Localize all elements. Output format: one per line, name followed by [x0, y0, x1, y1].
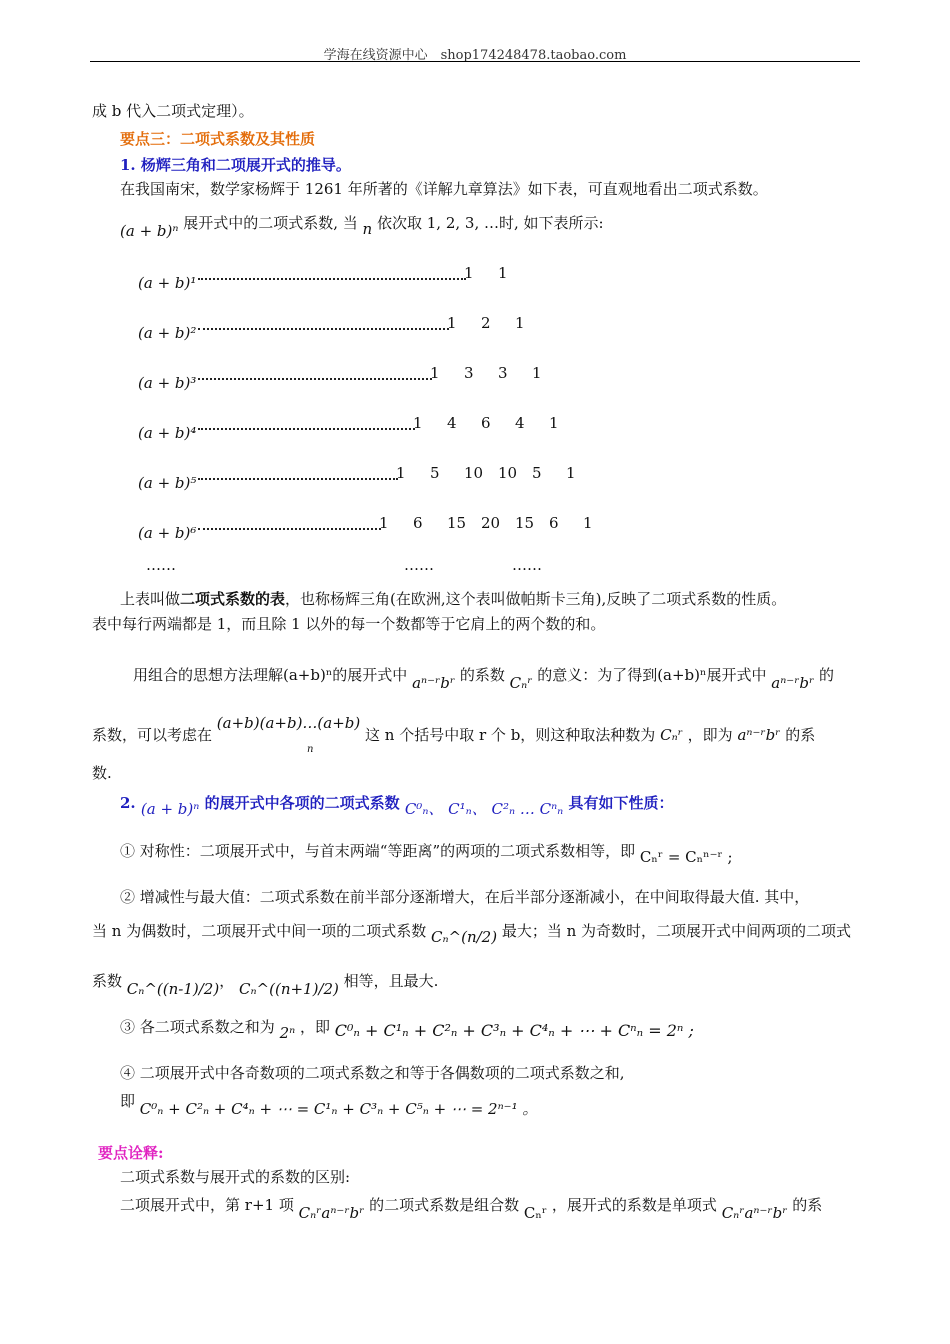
triangle-value: 3 [498, 364, 508, 382]
triangle-value: 2 [481, 314, 491, 332]
triangle-row-expr: (a + b)⁵ [138, 474, 197, 492]
note-line2-c: ，展开式的系数是单项式 [551, 1196, 717, 1214]
prop2-line2-a: 当 n 为偶数时，二项展开式中间一项的二项式系数 [92, 922, 427, 940]
triangle-value: 1 [583, 514, 593, 532]
triangle-value: 10 [498, 464, 518, 482]
triangle-row-expr: (a + b)³ [138, 374, 197, 392]
sub2-num: 2. [120, 794, 136, 812]
triangle-value: 10 [464, 464, 484, 482]
term-an-r-br-2: aⁿ⁻ʳbʳ [771, 674, 815, 692]
sub2-title [120, 792, 674, 818]
triangle-dot-leader [198, 328, 449, 330]
sub2-coefs: C⁰ₙ、 C¹ₙ、 C²ₙ … Cⁿₙ [404, 800, 564, 818]
section3-title: 要点三：二项式系数及其性质 [120, 130, 316, 148]
var-n: n [362, 220, 373, 238]
table-intro-text-b: 依次取 1, 2, 3, …时, 如下表所示: [377, 214, 604, 232]
combo-b: 的系数 [459, 666, 505, 684]
prop4-lead: 即 [120, 1092, 136, 1110]
prop3-formula: C⁰ₙ + C¹ₙ + C²ₙ + C³ₙ + C⁴ₙ + ⋯ + Cⁿₙ = 2ⁿ ; [334, 1021, 694, 1040]
triangle-row-expr: (a + b)² [138, 324, 197, 342]
coef-cnr: Cₙʳ [509, 674, 533, 692]
triangle-dot-leader [198, 378, 432, 380]
combo-line2-c: ，即为 [687, 726, 733, 744]
combo-line2-a: 系数，可以考虑在 [92, 726, 213, 744]
triangle-ellipsis-mid: …… [404, 556, 434, 574]
desc-a: 上表叫做 [120, 590, 181, 608]
two-pow-n: 2ⁿ [279, 1024, 296, 1042]
note-title: 要点诠释: [98, 1144, 164, 1162]
prop2-line3-a: 系数 [92, 972, 123, 990]
combo-line2-b: 这 n 个括号中取 r 个 b，则这种取法种数为 [365, 726, 656, 744]
triangle-value: 6 [481, 414, 491, 432]
term-an-r-br: aⁿ⁻ʳbʳ [412, 674, 456, 692]
note-line2-b: 的二项式系数是组合数 [369, 1196, 520, 1214]
triangle-ellipsis-right: …… [512, 556, 542, 574]
term-an-r-br-3: aⁿ⁻ʳbʳ [737, 726, 781, 744]
prop2-line3-b: 相等，且最大. [343, 972, 439, 990]
term-cnr-an-r-br-2: Cₙʳaⁿ⁻ʳbʳ [721, 1204, 788, 1222]
intro-tail: 成 b 代入二项式定理）。 [92, 102, 254, 120]
para-table-desc-line1 [120, 588, 786, 609]
triangle-value: 1 [498, 264, 508, 282]
triangle-value: 5 [532, 464, 542, 482]
expr-a-plus-b-n: (a + b)ⁿ [120, 222, 179, 240]
combo-a: 用组合的思想方法理解(a+b)ⁿ的展开式中 [133, 666, 408, 684]
triangle-value: 4 [515, 414, 525, 432]
prop2-line1: ② 增减性与最大值：二项式系数在前半部分逐渐增大，在后半部分逐渐减小，在中间取得最大值. 其中， [120, 888, 810, 906]
triangle-value: 15 [515, 514, 535, 532]
triangle-value: 3 [464, 364, 474, 382]
coef-cnr-3: Cₙʳ [523, 1204, 548, 1222]
triangle-value: 6 [413, 514, 423, 532]
triangle-value: 1 [566, 464, 576, 482]
page-header: 学海在线资源中心 shop174248478.taobao.com [323, 48, 627, 63]
triangle-dot-leader [198, 528, 381, 530]
prop1 [120, 840, 733, 866]
coef-cnr-2: Cₙʳ [660, 726, 683, 744]
desc-bold-term: 二项式系数的表 [180, 590, 286, 608]
coef-cn-n-minus-1-half: Cₙ^((n-1)/2) [126, 980, 220, 998]
triangle-dot-leader [198, 478, 398, 480]
triangle-value: 1 [413, 414, 423, 432]
desc-b: ，也称杨辉三角(在欧洲,这个表叫做帕斯卡三角),反映了二项式系数的性质。 [285, 590, 787, 608]
combo-d: 的 [819, 666, 835, 684]
sub2-tail: 具有如下性质： [568, 794, 674, 812]
header-rule [90, 61, 860, 62]
triangle-value: 1 [464, 264, 474, 282]
triangle-value: 1 [396, 464, 406, 482]
triangle-value: 1 [379, 514, 389, 532]
sub2-text: 的展开式中各项的二项式系数 [204, 794, 400, 812]
sub1-title: 1. 杨辉三角和二项展开式的推导。 [120, 156, 351, 174]
para-combo-line1 [133, 664, 835, 692]
triangle-ellipsis-left: …… [146, 556, 176, 574]
triangle-row-expr: (a + b)¹ [138, 274, 197, 292]
note-line2-a: 二项展开式中，第 r+1 项 [120, 1196, 294, 1214]
triangle-value: 1 [447, 314, 457, 332]
para-history: 在我国南宋，数学家杨辉于 1261 年所著的《详解九章算法》如下表，可直观地看出二项式系数。 [120, 180, 768, 198]
prop4-formula: C⁰ₙ + C²ₙ + C⁴ₙ + ⋯ = C¹ₙ + C³ₙ + C⁵ₙ + ⋯ = 2ⁿ⁻¹ 。 [139, 1100, 538, 1118]
triangle-value: 4 [447, 414, 457, 432]
prop1-text: ① 对称性：二项展开式中，与首末两端“等距离”的两项的二项式系数相等，即 [120, 842, 636, 860]
triangle-value: 5 [430, 464, 440, 482]
prop4-formula-line [120, 1090, 538, 1118]
coef-cn-half: Cₙ^(n/2) [430, 928, 498, 946]
triangle-value: 1 [532, 364, 542, 382]
combo-line2-d: 的系 [785, 726, 816, 744]
coef-cn-n-plus-1-half: Cₙ^((n+1)/2) [238, 980, 339, 998]
triangle-value: 20 [481, 514, 501, 532]
triangle-row-expr: (a + b)⁶ [138, 524, 197, 542]
prop1-formula: Cₙʳ = Cₙⁿ⁻ʳ ; [639, 848, 733, 866]
triangle-dot-leader [198, 428, 415, 430]
triangle-value: 1 [549, 414, 559, 432]
combo-c: 的意义：为了得到(a+b)ⁿ展开式中 [537, 666, 767, 684]
note-line2 [120, 1194, 823, 1222]
note-line2-d: 的系 [792, 1196, 823, 1214]
prop2-line2-b: 最大；当 n 为奇数时，二项展开式中间两项的二项式 [501, 922, 852, 940]
prop3-a: ③ 各二项式系数之和为 [120, 1018, 275, 1036]
prop2-line3: 系数 Cₙ^((n-1)/2)， Cₙ^((n+1)/2) 相等，且最大. [92, 972, 439, 998]
product-n-label: n [307, 744, 314, 755]
table-intro-text-a: 展开式中的二项式系数, 当 [183, 214, 358, 232]
triangle-dot-leader [198, 278, 466, 280]
prop3 [120, 1016, 694, 1042]
para-table-desc-line2: 表中每行两端都是 1，而且除 1 以外的每一个数都等于它肩上的两个数的和。 [92, 615, 606, 633]
triangle-value: 1 [430, 364, 440, 382]
triangle-value: 1 [515, 314, 525, 332]
note-line1: 二项式系数与展开式的系数的区别: [120, 1168, 351, 1186]
para-combo-line2 [92, 714, 816, 755]
para-combo-line3: 数. [92, 764, 112, 782]
triangle-value: 15 [447, 514, 467, 532]
sub2-expr: (a + b)ⁿ [140, 800, 200, 818]
prop4: ④ 二项展开式中各奇数项的二项式系数之和等于各偶数项的二项式系数之和, [120, 1064, 625, 1082]
term-cnr-an-r-br: Cₙʳaⁿ⁻ʳbʳ [298, 1204, 365, 1222]
prop2-line2 [92, 920, 852, 946]
triangle-value: 6 [549, 514, 559, 532]
prop3-b: ，即 [299, 1018, 330, 1036]
triangle-row-expr: (a + b)⁴ [138, 424, 197, 442]
product-n-factors: (a+b)(a+b)…(a+b) [216, 714, 361, 732]
para-table-intro [120, 212, 604, 240]
